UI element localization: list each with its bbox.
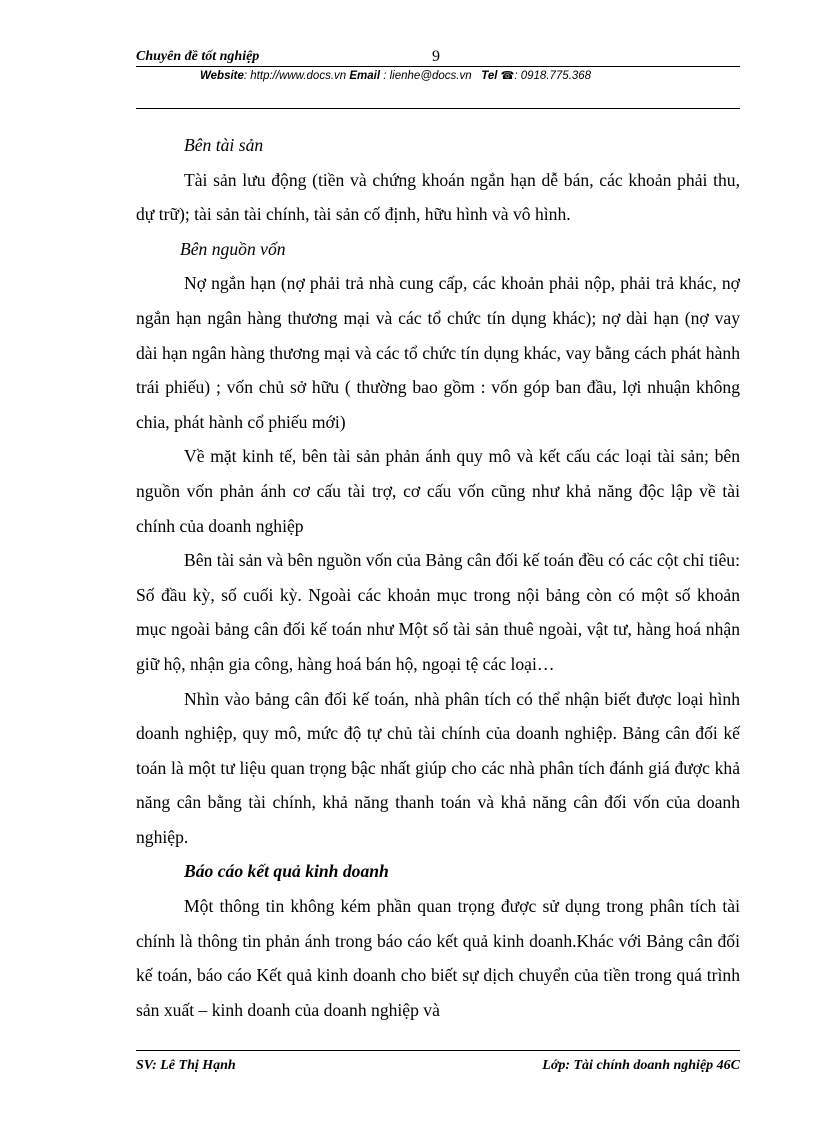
document-body (136, 128, 740, 1027)
footer-rule (136, 1050, 740, 1051)
paragraph-economic: Về mặt kinh tế, bên tài sản phản ánh quy mô và kết cấu các loại tài sản; bên nguồn vốn phản ánh cơ cấu tài trợ, cơ cấu vốn cũng như khả năng độc lập về tài chính của doanh nghiệp (136, 446, 740, 536)
tel-label: Tel (481, 70, 498, 82)
page-number: 9 (432, 48, 440, 65)
email-value: : lienhe@docs.vn (380, 70, 472, 82)
header-rule-bottom (136, 108, 740, 109)
subheading-assets: Bên tài sản (184, 135, 264, 155)
paragraph-capital: Nợ ngắn hạn (nợ phải trả nhà cung cấp, các khoản phải nộp, phải trả khác, nợ ngắn hạn ngân hàng thương mại và các tổ chức tín dụng khác); nợ dài hạn (nợ vay dài hạn ngân hàng thương mại và các tổ chức tín dụng khác, vay bằng cách phát hành trái phiếu) ; vốn chủ sở hữu ( thường bao gồm : vốn góp ban đầu, lợi nhuận không chia, phát hành cổ phiếu mới) (136, 273, 740, 432)
header-title: Chuyên đề tốt nghiệp (136, 49, 260, 64)
header-contact-line (200, 69, 591, 82)
paragraph-columns: Bên tài sản và bên nguồn vốn của Bảng cân đối kế toán đều có các cột chỉ tiêu: Số đầu kỳ, số cuối kỳ. Ngoài các khoản mục trong nội bảng còn có một số khoản mục ngoài bảng cân đối kế toán như Một số tài sản thuê ngoài, vật tư, hàng hoá nhận giữ hộ, nhận gia công, hàng hoá bán hộ, ngoại tệ các loại… (136, 550, 740, 674)
footer-class: Lớp: Tài chính doanh nghiệp 46C (542, 1058, 740, 1073)
paragraph-income-statement: Một thông tin không kém phần quan trọng được sử dụng trong phân tích tài chính là thông tin phản ánh trong báo cáo kết quả kinh doanh.Khác với Bảng cân đối kế toán, báo cáo Kết quả kinh doanh cho biết sự dịch chuyển của tiền trong quá trình sản xuất – kinh doanh của doanh nghiệp và (136, 896, 740, 1020)
phone-icon: ☎ (500, 70, 515, 82)
paragraph-analysis: Nhìn vào bảng cân đối kế toán, nhà phân tích có thể nhận biết được loại hình doanh nghiệp, quy mô, mức độ tự chủ tài chính của doanh nghiệp. Bảng cân đối kế toán là một tư liệu quan trọng bậc nhất giúp cho các nhà phân tích đánh giá được khả năng cân bằng tài chính, khả năng thanh toán và khả năng cân đối vốn của doanh nghiệp. (136, 688, 740, 847)
header-rule-top (136, 66, 740, 67)
website-value: : http://www.docs.vn (243, 70, 347, 82)
section-heading: Báo cáo kết quả kinh doanh (184, 861, 389, 882)
footer-student: SV: Lê Thị Hạnh (136, 1058, 236, 1073)
tel-value: : 0918.775.368 (514, 70, 592, 82)
website-label: Website (200, 70, 244, 82)
subheading-capital: Bên nguồn vốn (180, 238, 286, 259)
paragraph-assets: Tài sản lưu động (tiền và chứng khoán ngắn hạn dễ bán, các khoản phải thu, dự trữ); tài sản tài chính, tài sản cố định, hữu hình và vô hình. (136, 169, 740, 225)
email-label: Email (349, 70, 381, 82)
